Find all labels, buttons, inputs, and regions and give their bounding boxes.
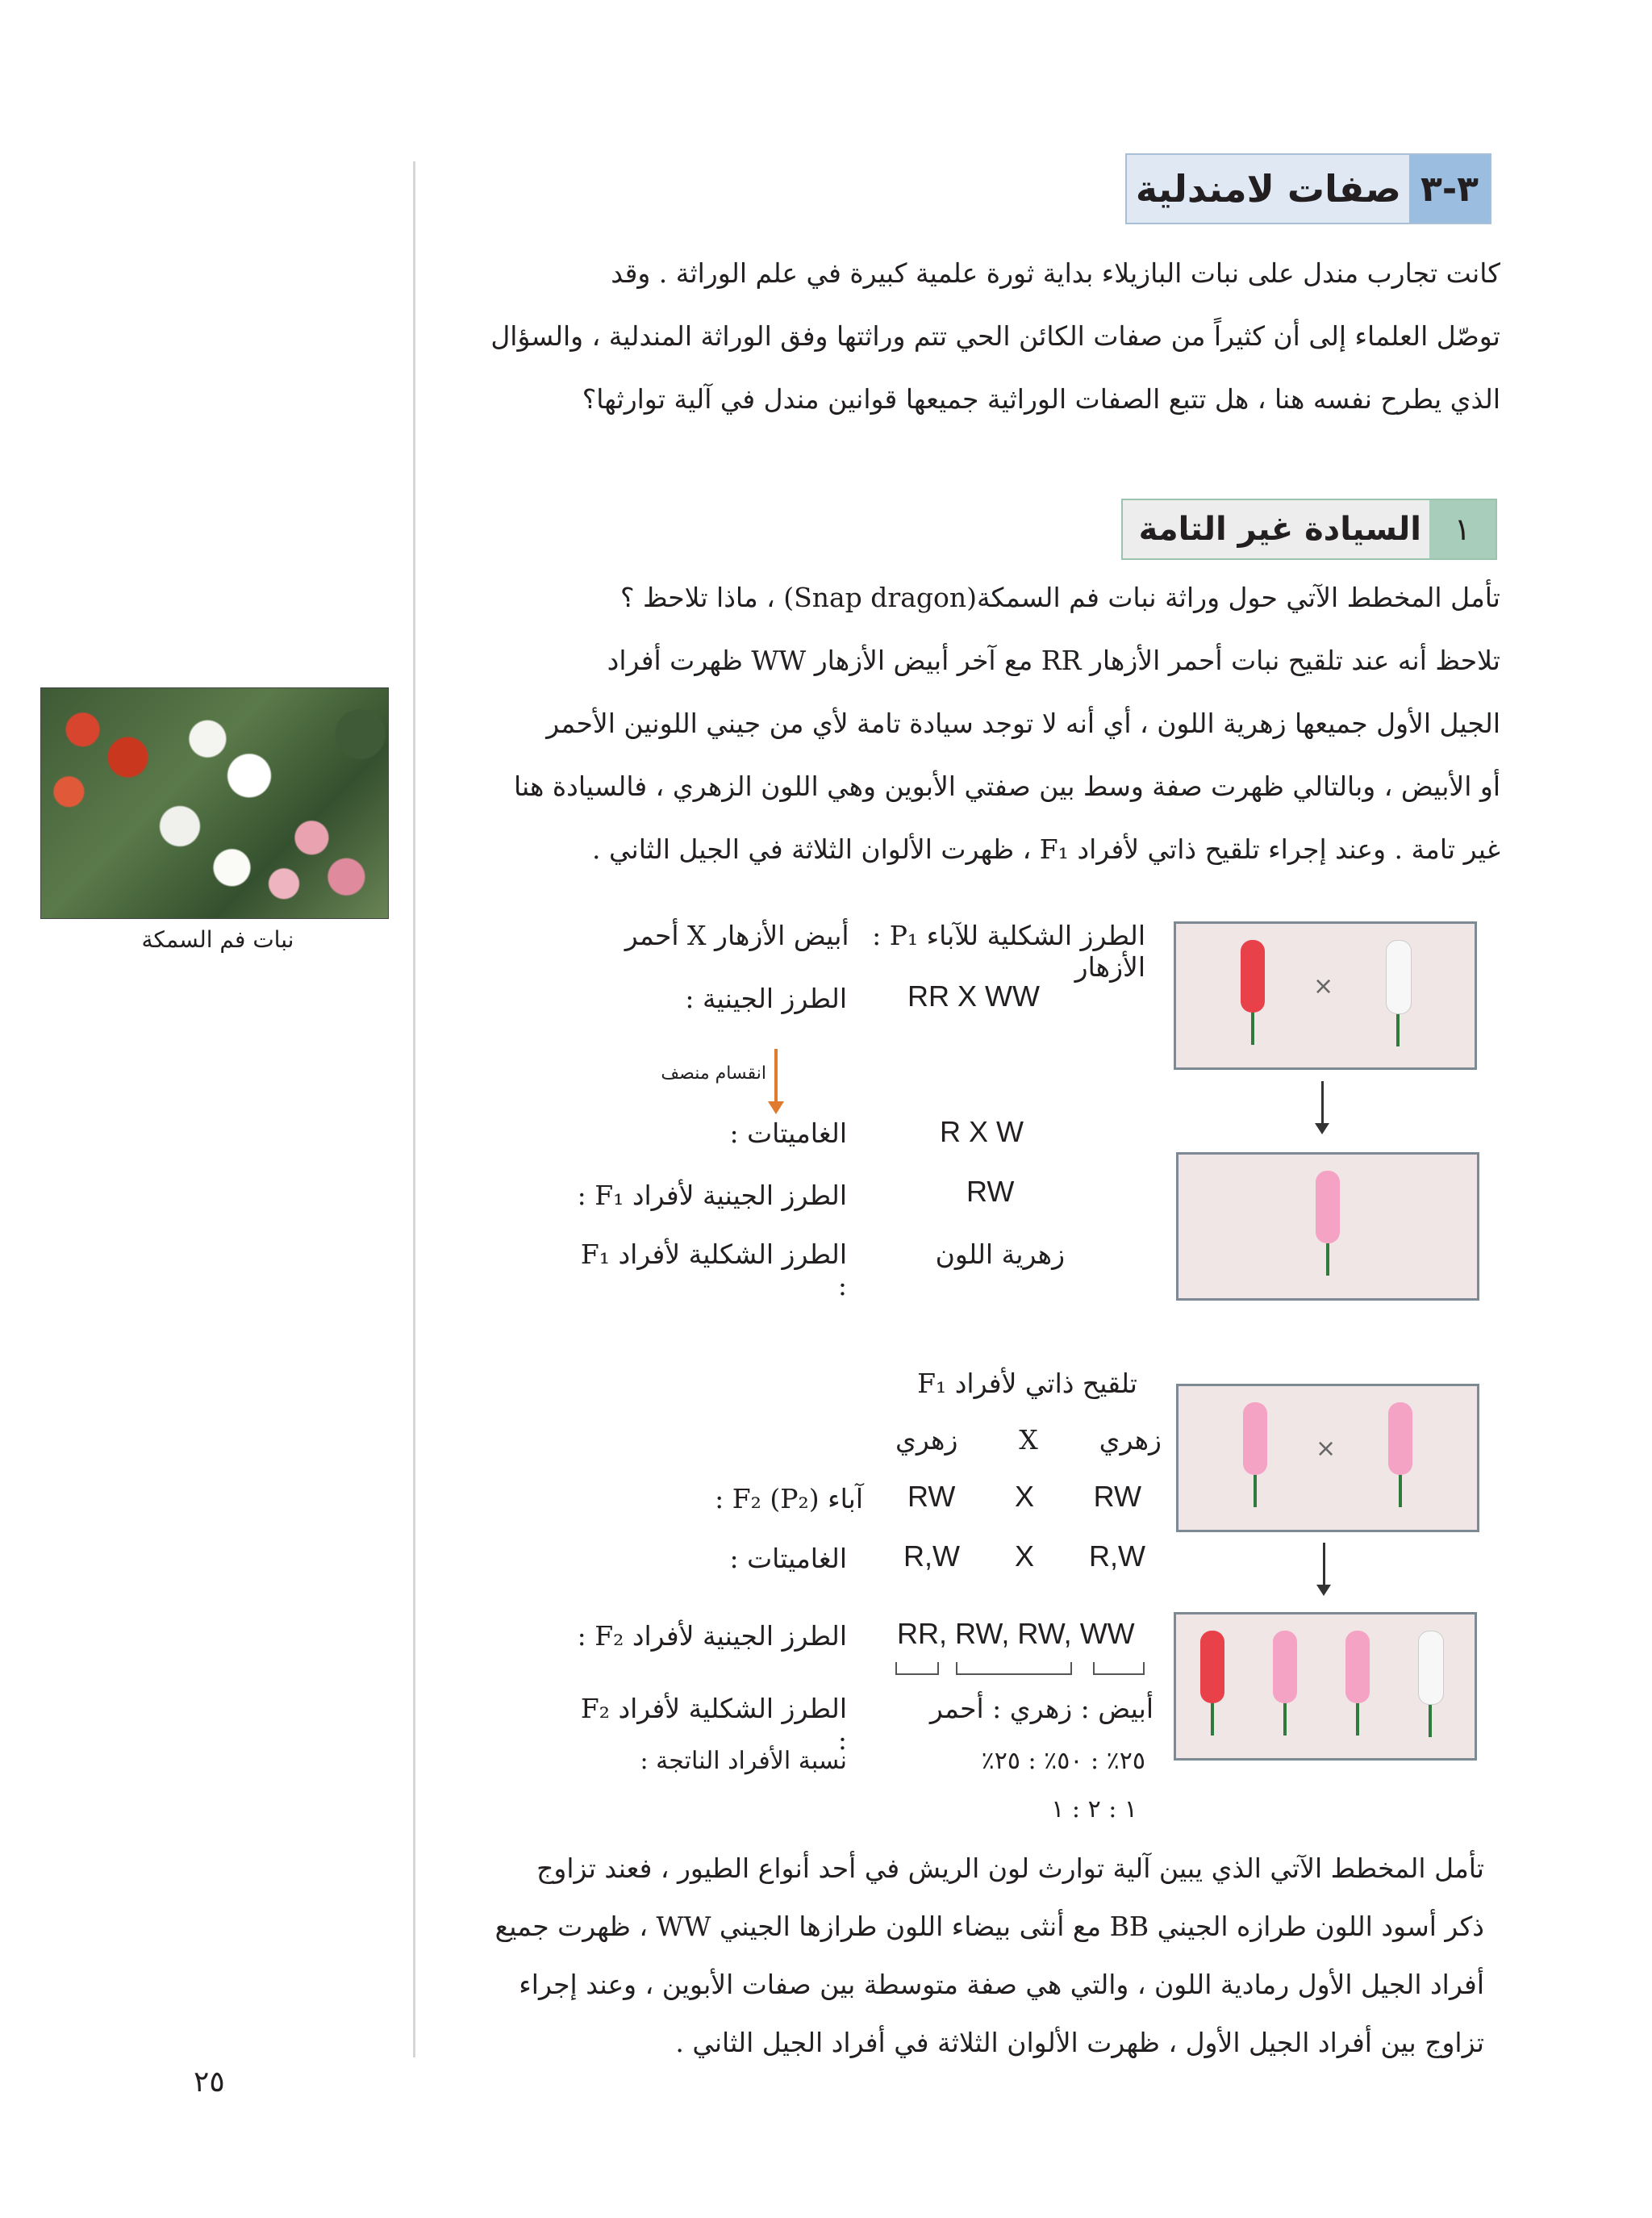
pink-flower-icon xyxy=(1388,1402,1412,1507)
down-arrowhead-2 xyxy=(1316,1585,1331,1596)
ratio-percent: ٢٥٪ : ٥٠٪ : ٢٥٪ xyxy=(981,1747,1145,1775)
text-line: غير تامة . وعند إجراء تلقيح ذاتي لأفراد F₁ ، ظهرت الألوان الثلاثة في الجيل الثاني . xyxy=(592,833,1500,865)
intro-paragraph xyxy=(484,242,1500,431)
bracket-red xyxy=(895,1662,939,1675)
text-line: أو الأبيض ، وبالتالي ظهرت صفة وسط بين صفتي الأبوين وهي اللون الزهري ، فالسيادة هنا xyxy=(513,771,1500,802)
text-line: أفراد الجيل الأول رمادية اللون ، والتي هي صفة متوسطة بين صفات الأبوين ، وعند إجراء xyxy=(519,1969,1484,2000)
red-flower-icon xyxy=(1200,1631,1224,1736)
f1-phenotype-value: زهرية اللون xyxy=(935,1238,1065,1270)
gametes2-label: الغاميتات : xyxy=(729,1543,847,1574)
f2-genotype-value: RR, RW, RW, WW xyxy=(897,1617,1135,1650)
closing-paragraph xyxy=(484,1840,1484,2072)
meiosis-arrowhead xyxy=(768,1101,784,1114)
body-paragraph xyxy=(484,566,1500,881)
p2-cross: X xyxy=(1014,1480,1034,1513)
meiosis-label: انقسام منصف xyxy=(661,1063,766,1084)
subsection-number: ١ xyxy=(1429,500,1496,558)
text-line: توصّل العلماء إلى أن كثيراً من صفات الكائن الحي تتم وراثتها وفق الوراثة المندلية ، والسؤال xyxy=(490,320,1500,352)
p1-label: الطرز الشكلية للآباء P₁ : xyxy=(872,920,1145,951)
f2-figure xyxy=(1174,1612,1477,1761)
pink-flower-icon xyxy=(1243,1402,1267,1507)
gametes2-cross: X xyxy=(1014,1539,1034,1573)
pink-right: زهري xyxy=(1099,1424,1162,1456)
white-flower-icon xyxy=(1386,940,1410,1046)
subsection-header xyxy=(1121,499,1497,560)
column-divider xyxy=(413,161,415,2057)
f1-genotype-label: الطرز الجينية لأفراد F₁ : xyxy=(577,1180,847,1211)
p1-value: أبيض الأزهار X أحمر الأزهار xyxy=(624,920,1145,983)
genotype-value: RR X WW xyxy=(907,980,1040,1013)
text-line: تأمل المخطط الآتي حول وراثة نبات فم السمكة(Snap dragon) ، ماذا تلاحظ ؟ xyxy=(620,582,1500,613)
genotype-label: الطرز الجينية : xyxy=(685,983,847,1014)
down-arrow-1 xyxy=(1321,1081,1324,1126)
text-line: ذكر أسود اللون طرازه الجيني BB مع أنثى بيضاء اللون طرازها الجيني WW ، ظهرت جميع xyxy=(494,1911,1484,1942)
self-pollination-label: تلقيح ذاتي لأفراد F₁ xyxy=(917,1368,1137,1399)
section-header xyxy=(1125,153,1491,224)
f1-genotype-value: RW xyxy=(966,1175,1015,1208)
page-number: ٢٥ xyxy=(194,2066,225,2099)
bracket-white xyxy=(1093,1662,1145,1675)
text-line: الجيل الأول جميعها زهرية اللون ، أي أنه لا توجد سيادة تامة لأي من جيني اللونين الأحمر xyxy=(546,708,1500,739)
photo-caption: نبات فم السمكة xyxy=(141,926,294,953)
pink-left: زهري xyxy=(895,1424,958,1456)
text-line: تزاوج بين أفراد الجيل الأول ، ظهرت الألوان الثلاثة في أفراد الجيل الثاني . xyxy=(675,2027,1484,2058)
ratio-label: نسبة الأفراد الناتجة : xyxy=(640,1747,847,1775)
pink-flower-icon xyxy=(1316,1171,1340,1276)
white-flower-icon xyxy=(1418,1631,1442,1737)
gametes-value: R X W xyxy=(940,1115,1024,1148)
text-line: تلاحظ أنه عند تلقيح نبات أحمر الأزهار RR مع آخر أبيض الأزهار WW ظهرت أفراد xyxy=(607,645,1500,676)
f1-phenotype-label: الطرز الشكلية لأفراد F₁ : xyxy=(580,1238,847,1301)
cross-mark: × xyxy=(1316,1435,1337,1463)
p2-row xyxy=(907,1480,1141,1514)
p2-left: RW xyxy=(907,1480,956,1513)
text-line: كانت تجارب مندل على نبات البازيلاء بداية ثورة علمية كبيرة في علم الوراثة . وقد xyxy=(611,257,1500,289)
gametes2-left: R,W xyxy=(903,1539,960,1573)
gametes-label: الغاميتات : xyxy=(729,1117,847,1149)
text-line: الذي يطرح نفسه هنا ، هل تتبع الصفات الوراثية جميعها قوانين مندل في آلية توارثها؟ xyxy=(582,383,1500,415)
bracket-pink xyxy=(956,1662,1072,1675)
gametes2-right: R,W xyxy=(1089,1539,1145,1573)
red-flower-icon xyxy=(1241,940,1265,1045)
text-line: تأمل المخطط الآتي الذي يبين آلية توارث لون الريش في أحد أنواع الطيور ، فعند تزاوج xyxy=(536,1853,1484,1884)
f2-phenotype-value: أبيض : زهري : أحمر xyxy=(929,1693,1153,1724)
f2-phenotype-label: الطرز الشكلية لأفراد F₂ : xyxy=(580,1693,847,1756)
meiosis-arrow xyxy=(774,1049,778,1105)
parents-figure xyxy=(1174,921,1477,1070)
f1-figure xyxy=(1176,1152,1479,1301)
section-number: ٣-٣ xyxy=(1409,155,1490,223)
cross-sign: X xyxy=(1019,1424,1038,1456)
ratio-numbers: ١ : ٢ : ١ xyxy=(1051,1795,1137,1823)
pink-flower-icon xyxy=(1273,1631,1297,1736)
section-title: صفات لامندلية xyxy=(1135,167,1401,211)
p2-right: RW xyxy=(1093,1480,1141,1513)
snapdragon-photo xyxy=(40,687,389,919)
f1-cross-figure xyxy=(1176,1384,1479,1532)
cross-mark: × xyxy=(1313,972,1334,1000)
pink-flower-icon xyxy=(1345,1631,1370,1736)
down-arrowhead-1 xyxy=(1315,1123,1329,1134)
subsection-title: السيادة غير التامة xyxy=(1138,511,1421,548)
p1-phenotype-row xyxy=(549,920,1145,983)
down-arrow-2 xyxy=(1323,1543,1325,1587)
gametes2-row xyxy=(903,1539,1145,1573)
f2-genotype-label: الطرز الجينية لأفراد F₂ : xyxy=(577,1620,847,1652)
p2-label: آباء F₂ (P₂) : xyxy=(715,1483,863,1514)
pink-row xyxy=(895,1424,1162,1456)
